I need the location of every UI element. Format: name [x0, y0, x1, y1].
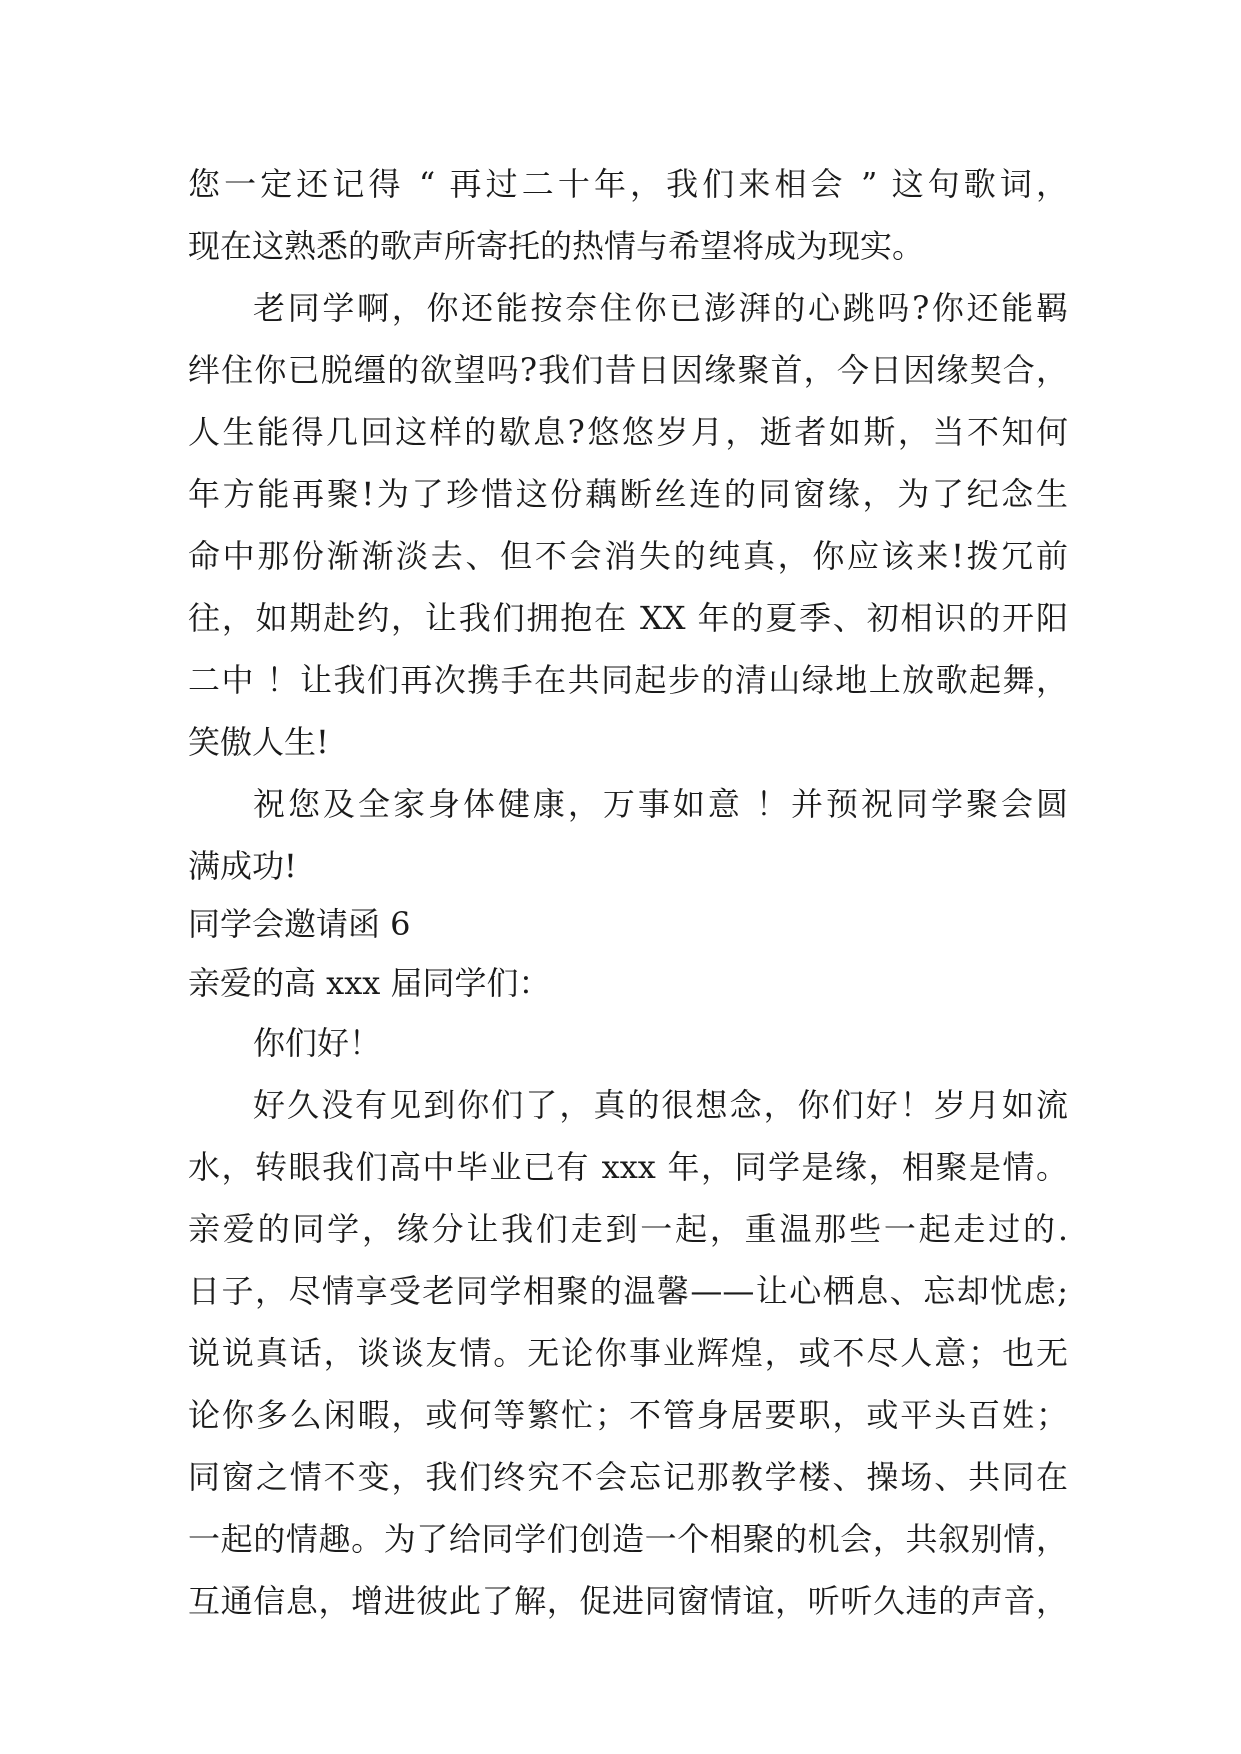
- paragraph-line: 年方能再聚!为了珍惜这份藕断丝连的同窗缘，为了纪念生: [188, 475, 1068, 513]
- paragraph-line: 您一定还记得 “ 再过二十年，我们来相会 ” 这句歌词，: [188, 165, 1068, 203]
- paragraph-line: 二中 ！让我们再次携手在共同起步的清山绿地上放歌起舞，: [188, 661, 1068, 699]
- paragraph-line: 往，如期赴约，让我们拥抱在 XX 年的夏季、初相识的开阳: [188, 599, 1068, 637]
- paragraph-line: 同窗之情不变，我们终究不会忘记那教学楼、操场、共同在: [188, 1458, 1068, 1496]
- paragraph-line: 满成功!: [188, 847, 297, 885]
- paragraph-line: 命中那份渐渐淡去、但不会消失的纯真，你应该来!拨冗前: [188, 537, 1068, 575]
- paragraph-line: 论你多么闲暇，或何等繁忙；不管身居要职，或平头百姓；: [188, 1396, 1068, 1434]
- paragraph-line: 绊住你已脱缰的欲望吗?我们昔日因缘聚首，今日因缘契合，: [188, 351, 1068, 389]
- paragraph-line: 亲爱的同学，缘分让我们走到一起，重温那些一起走过的.: [188, 1210, 1068, 1248]
- paragraph-line: 日子，尽情享受老同学相聚的温馨——让心栖息、忘却忧虑;: [188, 1272, 1068, 1310]
- salutation: 亲爱的高 xxx 届同学们：: [188, 964, 551, 1002]
- paragraph-line: 说说真话，谈谈友情。无论你事业辉煌，或不尽人意；也无: [188, 1334, 1068, 1372]
- paragraph-line: 好久没有见到你们了，真的很想念，你们好！岁月如流: [253, 1086, 1068, 1124]
- paragraph-line: 老同学啊，你还能按奈住你已澎湃的心跳吗?你还能羁: [253, 289, 1068, 327]
- paragraph-line: 互通信息，增进彼此了解，促进同窗情谊，听听久违的声音，: [188, 1582, 1068, 1620]
- paragraph-line: 笑傲人生!: [188, 723, 329, 761]
- paragraph-line: 水，转眼我们高中毕业已有 xxx 年，同学是缘，相聚是情。: [188, 1148, 1068, 1186]
- greeting: 你们好！: [253, 1024, 382, 1062]
- paragraph-line: 一起的情趣。为了给同学们创造一个相聚的机会，共叙别情，: [188, 1520, 1068, 1558]
- paragraph-line: 人生能得几回这样的歇息?悠悠岁月，逝者如斯，当不知何: [188, 413, 1068, 451]
- paragraph-line: 现在这熟悉的歌声所寄托的热情与希望将成为现实。: [188, 227, 925, 265]
- paragraph-line: 祝您及全家身体健康，万事如意 ！并预祝同学聚会圆: [253, 785, 1068, 823]
- section-heading: 同学会邀请函 6: [188, 905, 411, 943]
